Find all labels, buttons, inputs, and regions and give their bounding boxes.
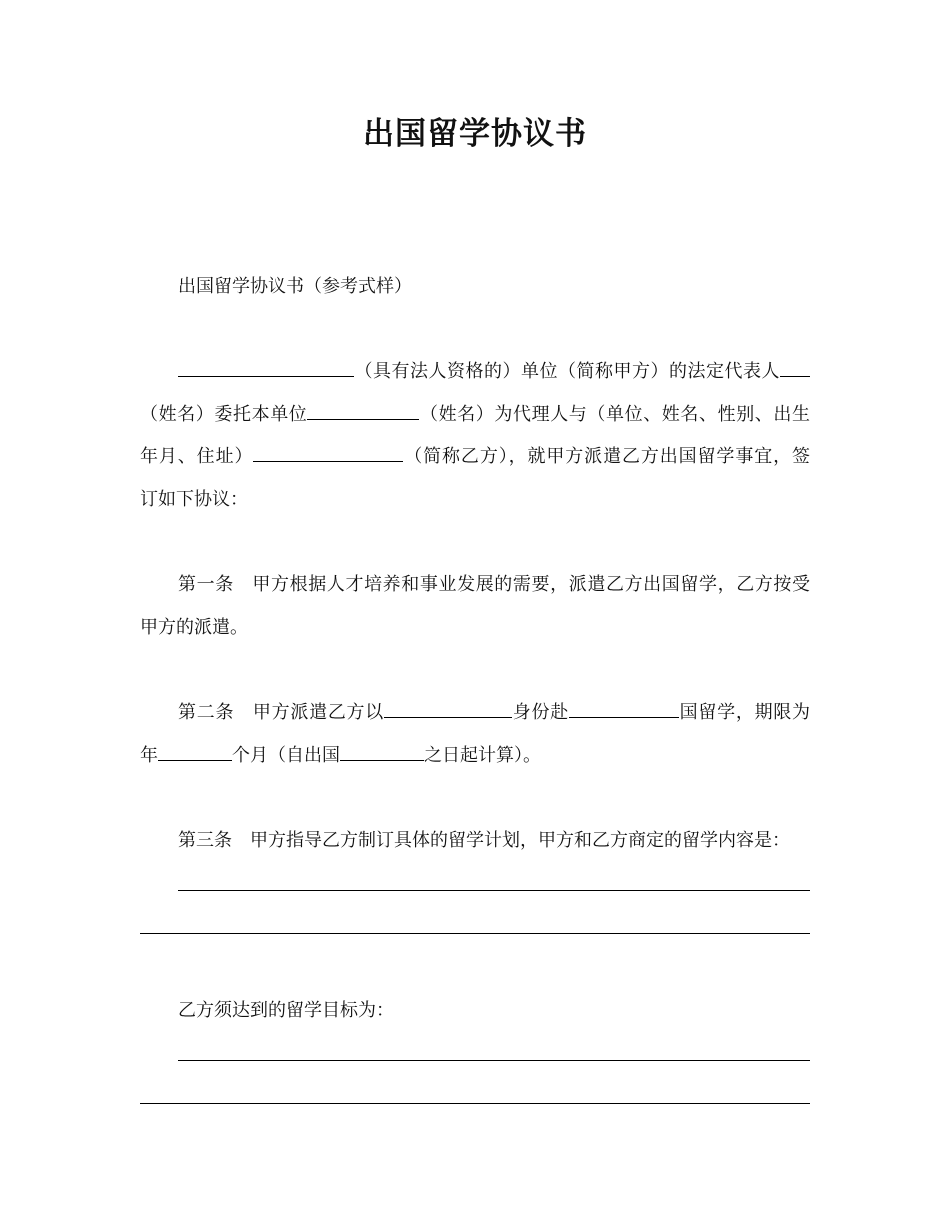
preamble-text-3b: （简称乙方），就甲方派遣乙方出国留学事宜，签 (403, 446, 810, 467)
article-2-text-2b: 个月（自出国 (232, 745, 340, 766)
preamble-line-1 (178, 357, 810, 387)
article-2-label: 第二条 (178, 702, 235, 723)
article-1-line-1 (178, 570, 810, 600)
article-3-label: 第三条 (178, 830, 232, 851)
preamble-line-2 (140, 400, 810, 430)
agent-name-blank[interactable] (307, 401, 419, 420)
preamble-text-1a: （具有法人资格的）单位（简称甲方）的法定代表人 (354, 361, 780, 382)
months-blank[interactable] (158, 742, 232, 761)
study-goal-blank-2[interactable] (140, 1103, 810, 1104)
legal-rep-blank[interactable] (780, 358, 810, 377)
article-2-text-1b: 身份赴 (512, 702, 569, 723)
identity-blank[interactable] (384, 699, 512, 718)
unit-name-blank[interactable] (178, 358, 354, 377)
article-2-text-2a: 年 (140, 745, 158, 766)
study-goal-blank-1[interactable] (178, 1060, 810, 1061)
departure-date-blank[interactable] (340, 742, 424, 761)
article-1-label: 第一条 (178, 574, 234, 595)
study-content-blank-1[interactable] (178, 890, 810, 891)
preamble-line-4: 订如下协议： (140, 489, 248, 510)
document-subtitle: 出国留学协议书（参考式样） (178, 276, 412, 297)
article-1-text-1: 甲方根据人才培养和事业发展的需要，派遣乙方出国留学，乙方按受 (251, 574, 811, 595)
article-2-text-2c: 之日起计算）。 (424, 745, 541, 766)
article-3-text-1: 甲方指导乙方制订具体的留学计划，甲方和乙方商定的留学内容是： (250, 830, 790, 851)
preamble-line-3 (140, 442, 810, 472)
article-2-text-1c: 国留学，期限为 (678, 702, 811, 723)
preamble-text-2a: （姓名）委托本单位 (140, 404, 308, 425)
article-3-line-1 (178, 826, 790, 856)
study-content-blank-2[interactable] (140, 933, 810, 934)
article-2-text-1a: 甲方派遣乙方以 (252, 702, 385, 723)
preamble-text-3a: 年月、住址） (140, 446, 254, 467)
goal-line-1: 乙方须达到的留学目标为： (178, 1000, 394, 1021)
country-blank[interactable] (569, 699, 679, 718)
article-2-line-1 (178, 698, 810, 728)
document-title: 出国留学协议书 (363, 116, 587, 152)
article-1-line-2: 甲方的派遣。 (140, 617, 248, 638)
article-2-line-2 (140, 741, 541, 771)
preamble-text-2b: （姓名）为代理人与（单位、姓名、性别、出生 (419, 404, 811, 425)
party-b-info-blank[interactable] (253, 443, 403, 462)
